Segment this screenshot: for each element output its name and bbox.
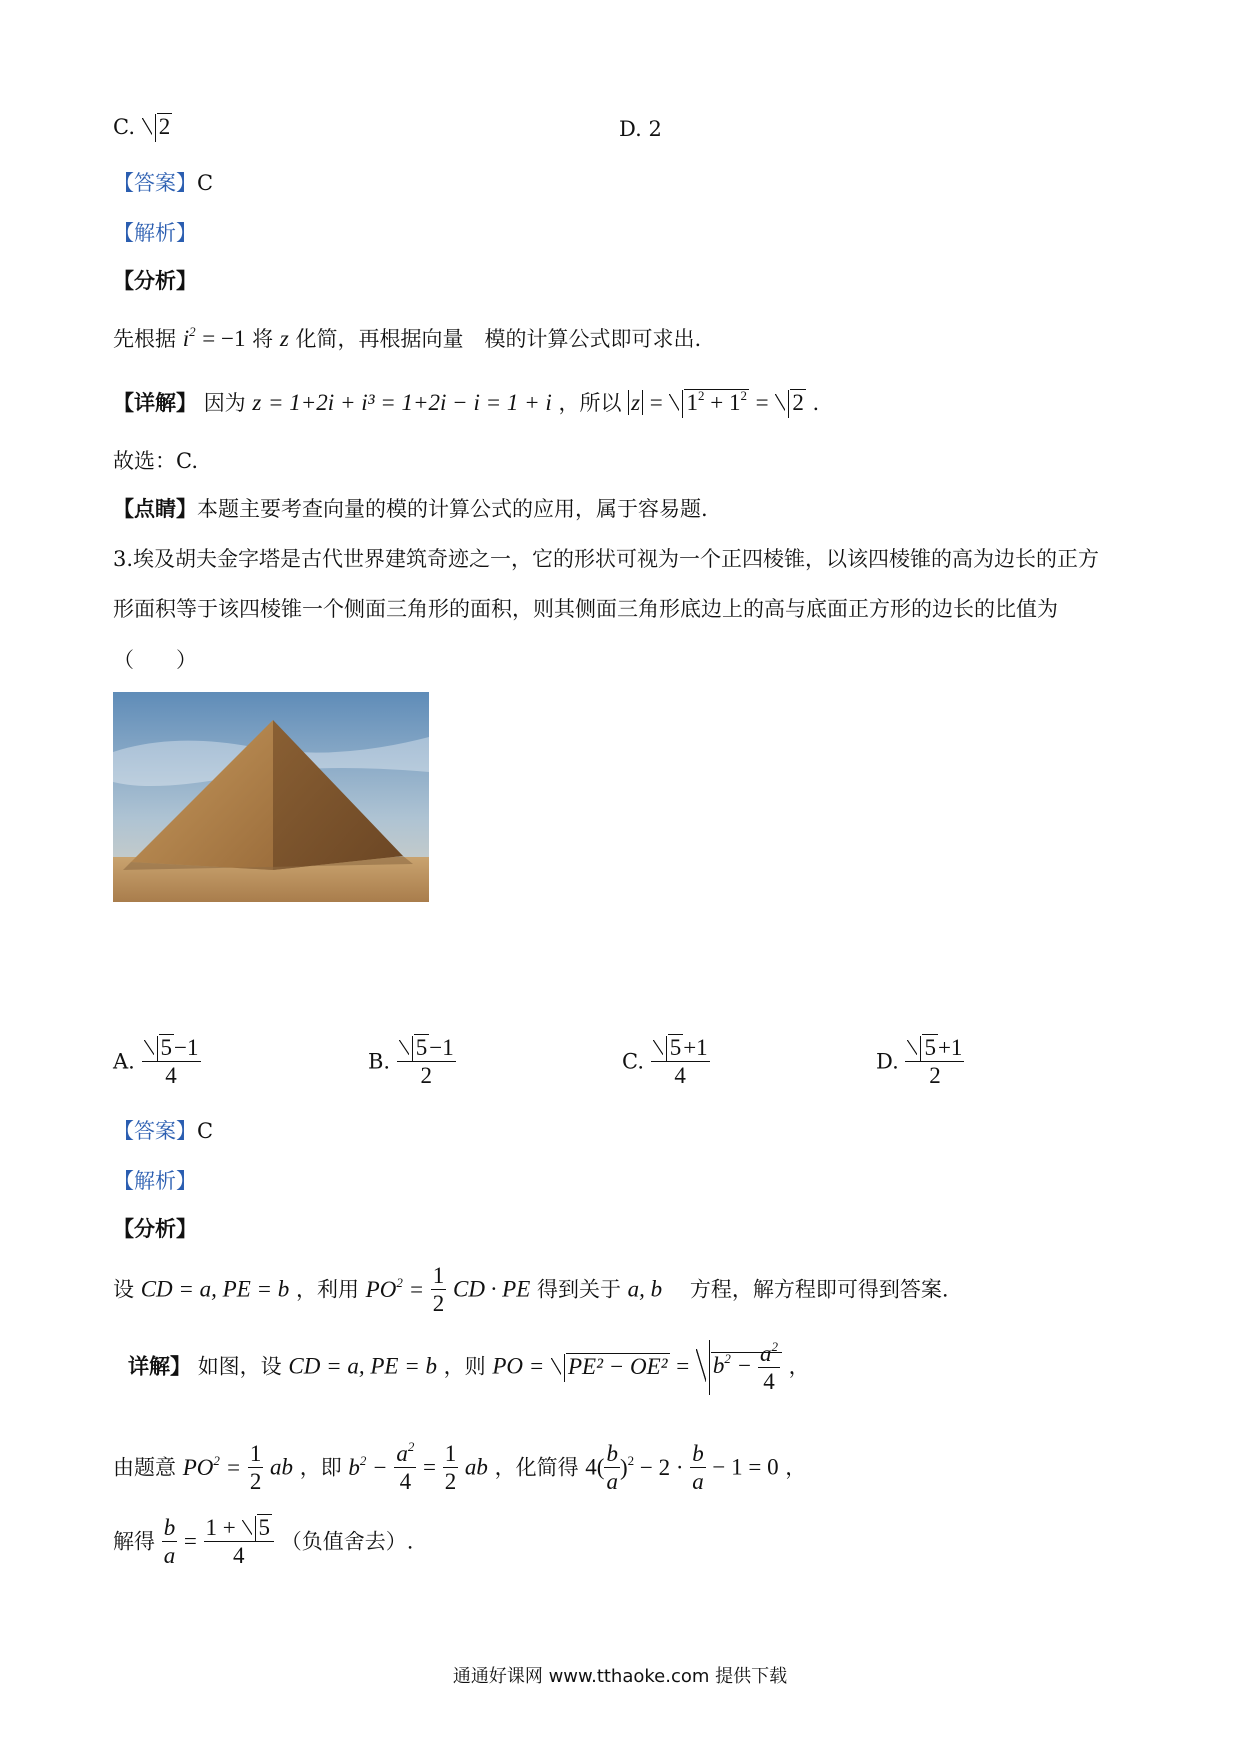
dianjing: 【点睛】本题主要考查向量的模的计算公式的应用，属于容易题.: [113, 496, 708, 521]
option-c: C. 2: [113, 112, 172, 142]
q3-option-a: A. $\frac{5-1}{4}$: [113, 1035, 199, 1088]
q3-answer-line: 【答案】C: [113, 1119, 214, 1143]
q3-jiexi-label: 【解析】: [113, 1169, 197, 1193]
fenxi-label: 【分析】: [113, 268, 197, 293]
answer-line: 【答案】C: [113, 171, 214, 195]
q3-stem-line2: 形面积等于该四棱锥一个侧面三角形的面积，则其侧面三角形底边上的高与底面正方形的边长的比值为: [113, 597, 1058, 621]
q3-option-c: C. $\frac{5+1}{4}$: [622, 1035, 708, 1088]
q3-option-b: B. $\frac{5-1}{2}$: [368, 1035, 454, 1088]
pyramid-photo: [113, 692, 429, 902]
q3-line3: 由题意 $PO^2$ = $\frac{1}{2}$ ab ，即 $b^2$ − $\frac{a^2}{4}$ = $\frac{1}{2}$ ab ，化简得 4( $\frac{b}{a}$ )$^2$ − 2 · $\frac{b}{a}$ − 1 = 0 ，: [113, 1439, 807, 1494]
detail-text: 【详解】 因为 z = 1+2i + i³ = 1+2i − i = 1 + i ，所以 $z = 1^2 + 1^2 = 2$ .: [113, 388, 819, 418]
analysis-text: 先根据 $i^2 = -1$ 将 z 化简，再根据向量 模的计算公式即可求出.: [113, 324, 702, 351]
footer-source: 通通好课网 www.tthaoke.com 提供下载: [452, 1666, 788, 1687]
q3-line4: 解得 $\frac{b}{a}$ = $\frac{1 + 5}{4}$ （负值舍去）.: [113, 1515, 414, 1568]
q3-detail: 详解】 如图，设 CD = a, PE = b ，则 PO = $PE^2 - OE^2 = b^2$ − $\frac{a^2}{4}$ ，: [128, 1339, 810, 1394]
q3-stem-line1: 3.埃及胡夫金字塔是古代世界建筑奇迹之一，它的形状可视为一个正四棱锥，以该四棱锥的高为边长的正方: [113, 547, 1100, 571]
q3-fenxi-label: 【分析】: [113, 1216, 197, 1241]
q3-option-d: D. $\frac{5+1}{2}$: [876, 1035, 963, 1088]
option-d: D. 2: [619, 117, 662, 141]
jiexi-label: 【解析】: [113, 221, 197, 245]
q3-analysis: 设 CD = a, PE = b ，利用 $PO^2$ = $\frac{1}{2}$ CD · PE 得到关于 a, b 方程，解方程即可得到答案.: [113, 1263, 949, 1316]
q3-stem-paren: （ ）: [113, 648, 197, 672]
guxuan: 故选：C.: [113, 449, 198, 473]
